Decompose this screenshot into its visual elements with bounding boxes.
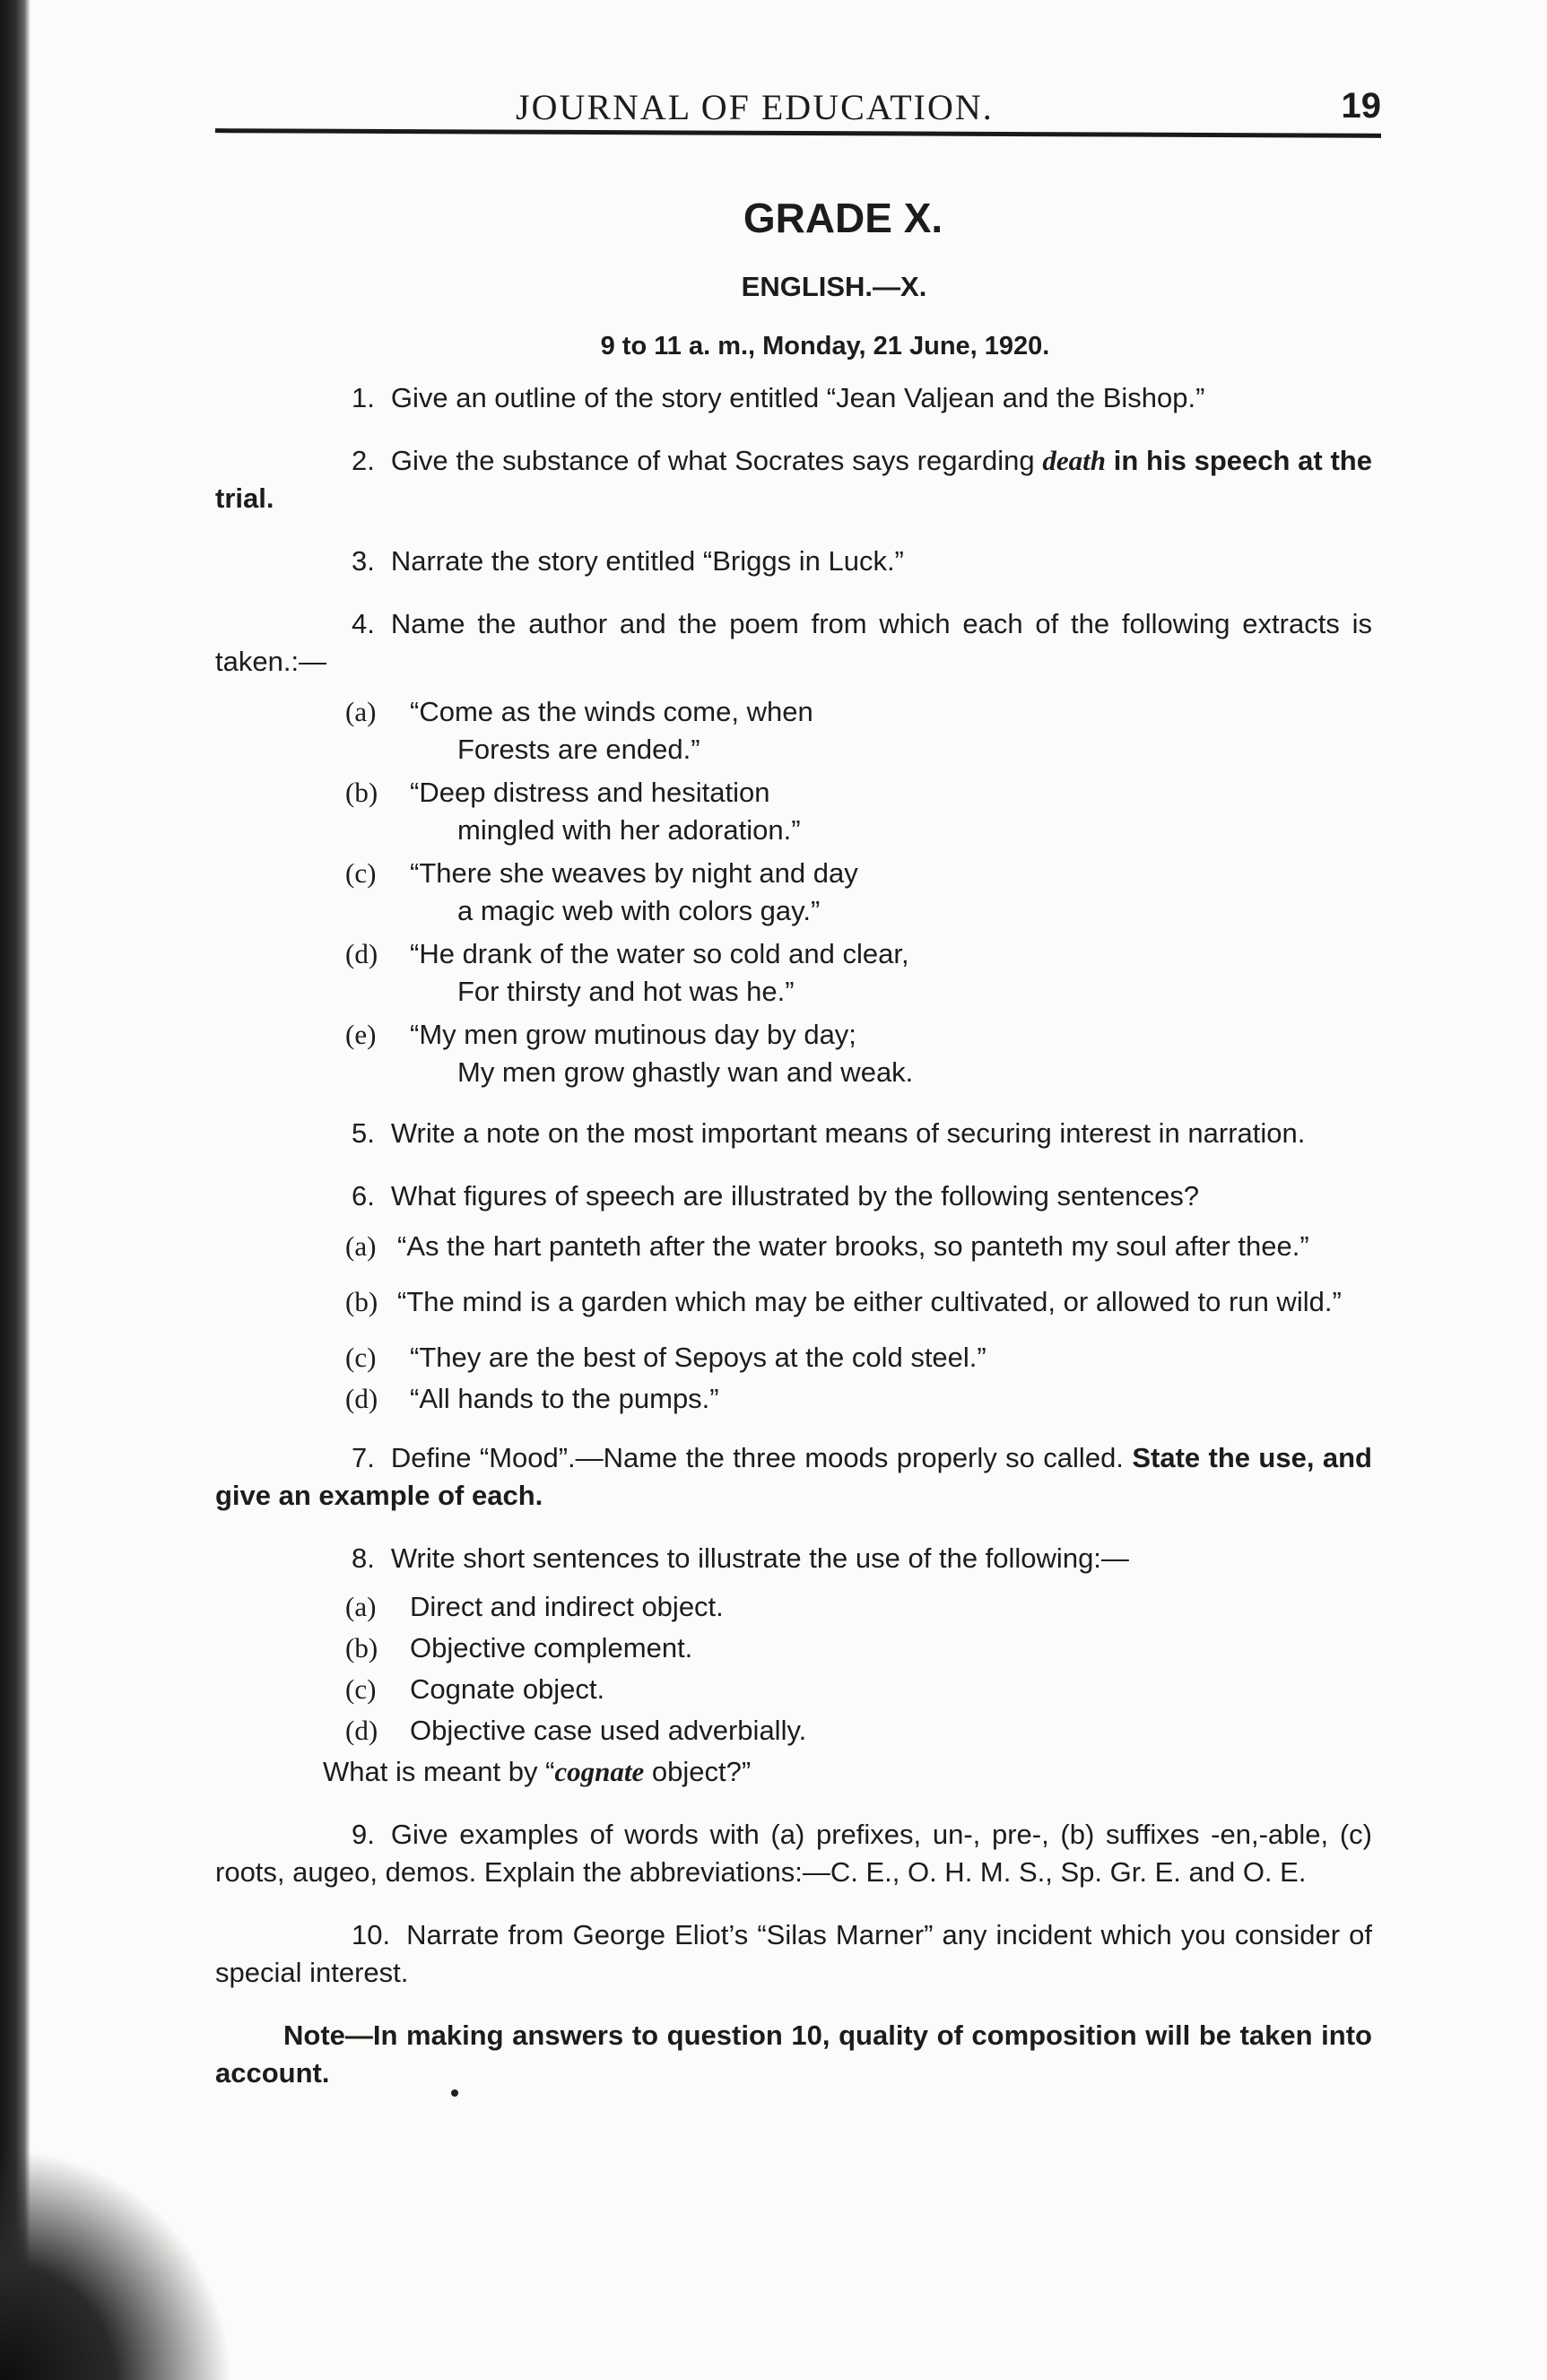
- question-1: [215, 379, 1372, 417]
- sentence-text: “They are the best of Sepoys at the cold steel.”: [410, 1342, 986, 1373]
- question-number: 9.: [352, 1819, 375, 1850]
- question-9: [215, 1816, 1372, 1891]
- question-number: 1.: [352, 382, 375, 413]
- question-text: Write a note on the most important means of securing interest in narration.: [390, 1117, 1306, 1149]
- question-4: [215, 605, 1372, 681]
- item-label: (a): [345, 696, 377, 727]
- item-text: Objective case used adverbially.: [410, 1715, 807, 1746]
- sentence-text: “The mind is a garden which may be either cultivated, or allowed to run wild.”: [397, 1286, 1342, 1317]
- poem-extract: [215, 1016, 1372, 1091]
- page-binding-shadow: [0, 0, 30, 2380]
- poem-extract: [215, 693, 1372, 769]
- page-corner-shadow: [0, 2147, 233, 2380]
- item-label: (a): [345, 1230, 377, 1262]
- question-number: 6.: [352, 1180, 375, 1212]
- note-text: In making answers to question 10, quality of composition will be taken into account.: [215, 2020, 1372, 2089]
- poem-extract-list: [215, 693, 1372, 1091]
- sentence-item: [215, 1283, 1372, 1321]
- item-label: (b): [345, 1286, 378, 1317]
- question-text: Narrate from George Eliot’s “Silas Marner” any incident which you consider of special interest.: [215, 1919, 1372, 1988]
- item-text: Objective complement.: [410, 1632, 693, 1663]
- question-number: 5.: [352, 1117, 375, 1149]
- question-5: [215, 1115, 1372, 1152]
- emphasized-word: cognate: [554, 1756, 645, 1787]
- grammar-item: [215, 1588, 1372, 1626]
- item-label: (d): [345, 938, 378, 969]
- extract-line: My men grow ghastly wan and weak.: [457, 1056, 914, 1088]
- grade-title: GRADE X.: [743, 195, 943, 241]
- question-text: What figures of speech are illustrated by the following sentences?: [390, 1180, 1200, 1212]
- question-number: 2.: [352, 445, 375, 476]
- sentence-item: [215, 1228, 1372, 1265]
- emphasized-word: death: [1042, 445, 1106, 476]
- poem-extract: [215, 935, 1372, 1011]
- question-8: [215, 1540, 1372, 1577]
- note-label: Note—: [283, 2020, 373, 2051]
- item-label: (d): [345, 1383, 378, 1414]
- question-text-bold: State the use, and give an example of each.: [215, 1442, 1372, 1511]
- item-label: (c): [345, 1673, 377, 1705]
- question-text: Give an outline of the story entitled “Jean Valjean and the Bishop.”: [390, 382, 1205, 413]
- sentence-list: [215, 1228, 1372, 1418]
- grammar-item: [215, 1712, 1372, 1750]
- item-text: Cognate object.: [410, 1673, 605, 1705]
- poem-extract: [215, 855, 1372, 930]
- question-text: Give the substance of what Socrates says regarding: [390, 445, 1035, 476]
- sentence-text: “As the hart panteth after the water brooks, so panteth my soul after thee.”: [397, 1230, 1309, 1262]
- item-label: (b): [345, 1632, 378, 1663]
- extract-line: “Deep distress and hesitation: [410, 777, 770, 808]
- question-text: Name the author and the poem from which each of the following extracts is taken.:—: [215, 608, 1372, 677]
- question-10: [215, 1916, 1372, 1992]
- exam-content: [215, 193, 1372, 2092]
- question-3: [215, 543, 1372, 580]
- subject-heading: ENGLISH.—X.: [741, 271, 927, 302]
- question-number: 8.: [352, 1542, 375, 1574]
- exam-schedule: 9 to 11 a. m., Monday, 21 June, 1920.: [600, 332, 1050, 360]
- grammar-item: [215, 1629, 1372, 1667]
- question-text: Narrate the story entitled “Briggs in Luck.”: [390, 545, 904, 577]
- item-label: (b): [345, 777, 378, 808]
- question-text: in his speech at the trial.: [215, 445, 1372, 514]
- item-label: (c): [345, 857, 377, 889]
- item-label: (e): [345, 1019, 377, 1050]
- grammar-item: [215, 1671, 1372, 1708]
- extract-line: “Come as the winds come, when: [410, 696, 813, 727]
- question-number: 3.: [352, 545, 375, 577]
- sentence-text: “All hands to the pumps.”: [410, 1383, 719, 1414]
- extract-line: a magic web with colors gay.”: [457, 895, 821, 926]
- question-8-followup: [215, 1753, 1372, 1791]
- page-number: 19: [1341, 86, 1381, 126]
- ink-dot: [451, 2089, 458, 2097]
- grammar-item-list: [215, 1588, 1372, 1750]
- sentence-item: [215, 1380, 1372, 1418]
- exam-note: [215, 2017, 1372, 2092]
- item-label: (d): [345, 1715, 378, 1746]
- extract-line: “He drank of the water so cold and clear,: [410, 938, 909, 969]
- item-text: Direct and indirect object.: [410, 1591, 724, 1622]
- followup-text: object?”: [644, 1756, 752, 1787]
- item-label: (c): [345, 1342, 377, 1373]
- question-number: 7.: [352, 1442, 375, 1473]
- extract-line: For thirsty and hot was he.”: [457, 976, 795, 1007]
- question-text: Write short sentences to illustrate the use of the following:—: [390, 1542, 1129, 1574]
- question-number: 10.: [352, 1919, 391, 1950]
- sentence-item: [215, 1339, 1372, 1377]
- question-number: 4.: [352, 608, 375, 639]
- extract-line: “My men grow mutinous day by day;: [410, 1019, 856, 1050]
- followup-text: What is meant by “: [323, 1756, 555, 1787]
- extract-line: Forests are ended.”: [457, 734, 700, 765]
- question-6: [215, 1177, 1372, 1215]
- item-label: (a): [345, 1591, 377, 1622]
- extract-line: “There she weaves by night and day: [410, 857, 858, 889]
- running-head: JOURNAL OF EDUCATION.: [516, 87, 994, 127]
- question-text: Define “Mood”.—Name the three moods properly so called.: [390, 1442, 1124, 1473]
- question-2: [215, 442, 1372, 517]
- question-7: [215, 1439, 1372, 1515]
- question-text: Give examples of words with (a) prefixes, un-, pre-, (b) suffixes -en,-able, (c) roots, augeo, demos. Explain the abbreviations:—C. E., O. H. M. S., Sp. Gr. E. and O. E.: [215, 1819, 1372, 1888]
- poem-extract: [215, 774, 1372, 849]
- extract-line: mingled with her adoration.”: [457, 814, 801, 846]
